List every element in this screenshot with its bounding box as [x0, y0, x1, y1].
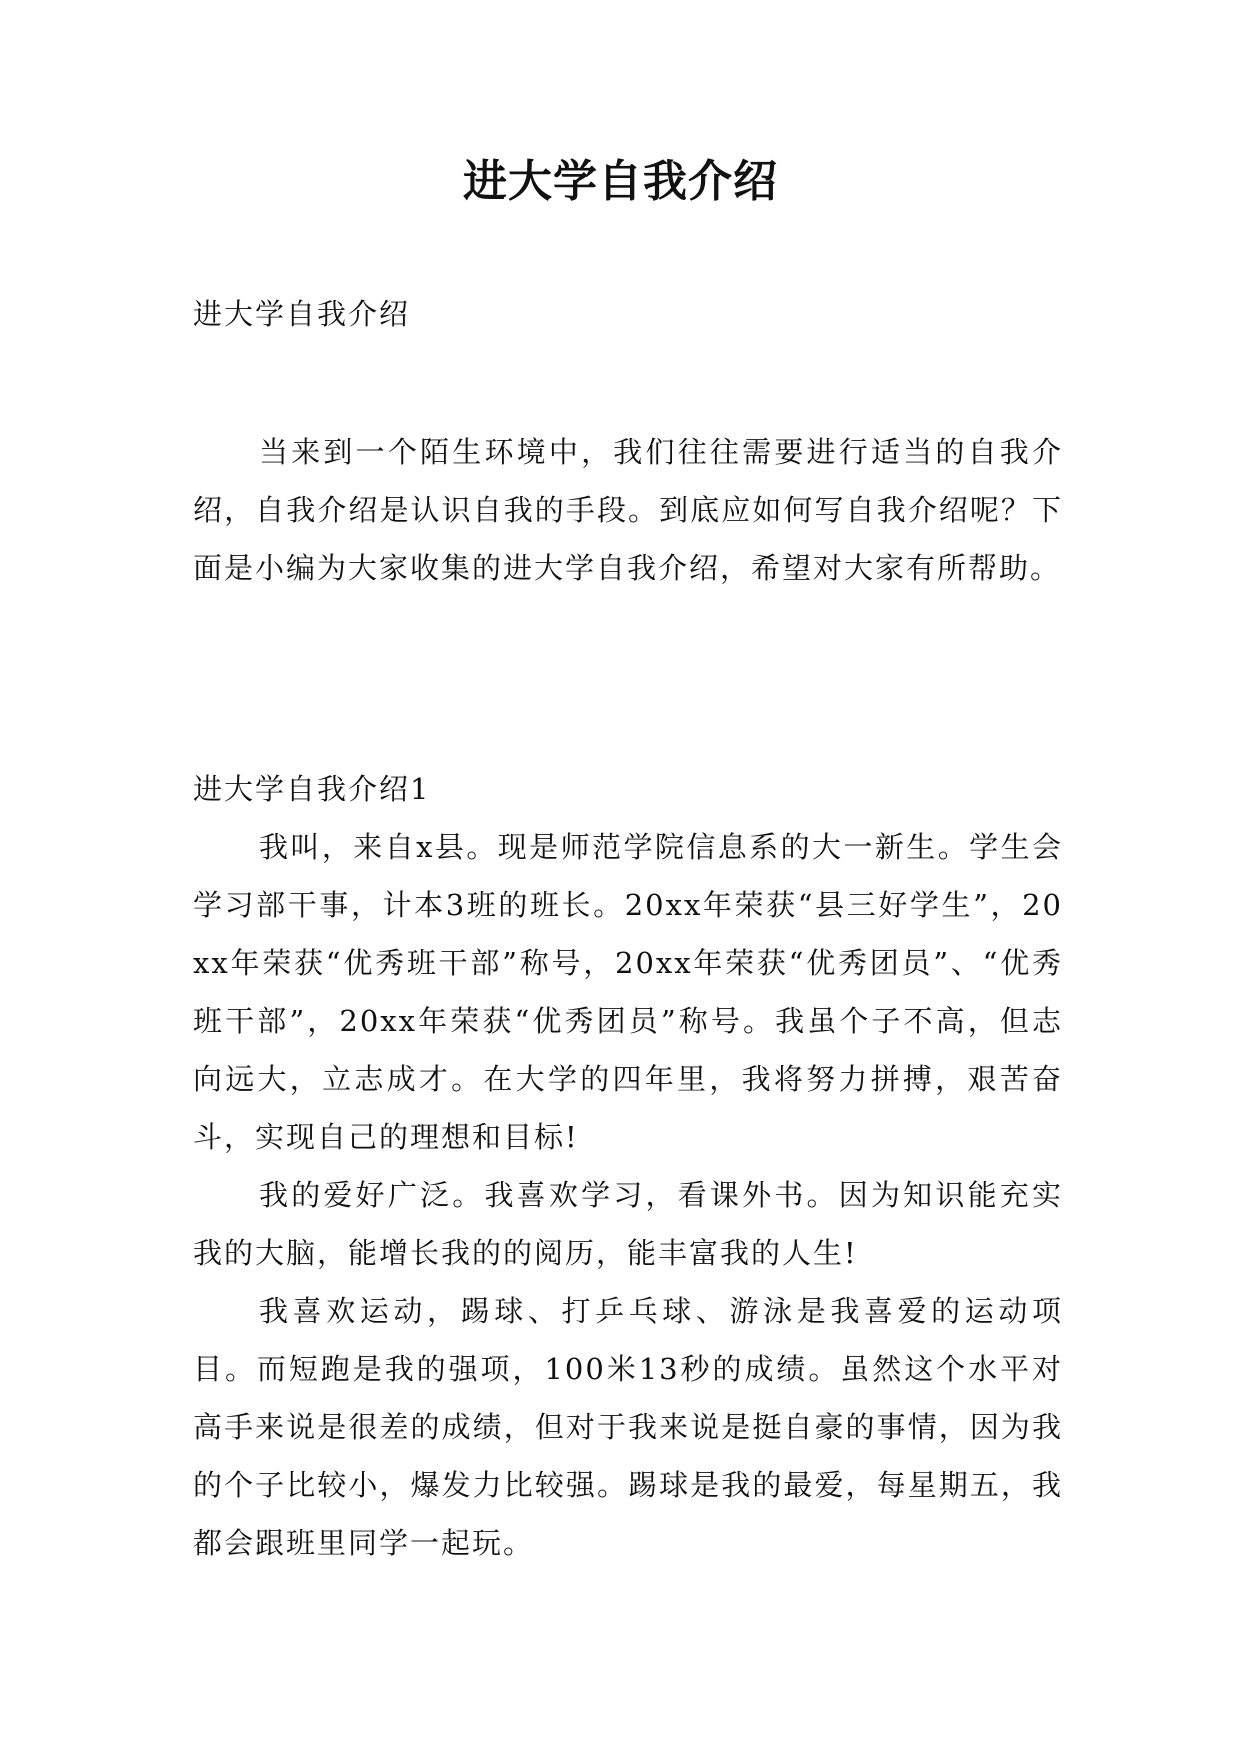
- document-subtitle: 进大学自我介绍: [193, 297, 411, 331]
- document-title: 进大学自我介绍: [463, 156, 778, 207]
- intro-paragraph: 当来到一个陌生环境中，我们往往需要进行适当的自我介绍，自我介绍是认识自我的手段。到底应如何写自我介绍呢？下面是小编为大家收集的进大学自我介绍，希望对大家有所帮助。: [193, 435, 1063, 585]
- body-paragraph-1: 我叫，来自x县。现是师范学院信息系的大一新生。学生会学习部干事，计本3班的班长。20xx年荣获“县三好学生”，20xx年荣获“优秀班干部”称号，20xx年荣获“优秀团员”、“优秀班干部”，20xx年荣获“优秀团员”称号。我虽个子不高，但志向远大，立志成才。在大学的四年里，我将努力拼搏，艰苦奋斗，实现自己的理想和目标!: [193, 830, 1063, 1154]
- body-paragraph-2: 我的爱好广泛。我喜欢学习，看课外书。因为知识能充实我的大脑，能增长我的的阅历，能丰富我的人生!: [193, 1178, 1063, 1270]
- section-heading: 进大学自我介绍1: [193, 772, 431, 806]
- body-paragraph-3: 我喜欢运动，踢球、打乒乓球、游泳是我喜爱的运动项目。而短跑是我的强项，100米13秒的成绩。虽然这个水平对高手来说是很差的成绩，但对于我来说是挺自豪的事情，因为我的个子比较小，爆发力比较强。踢球是我的最爱，每星期五，我都会跟班里同学一起玩。: [193, 1294, 1063, 1560]
